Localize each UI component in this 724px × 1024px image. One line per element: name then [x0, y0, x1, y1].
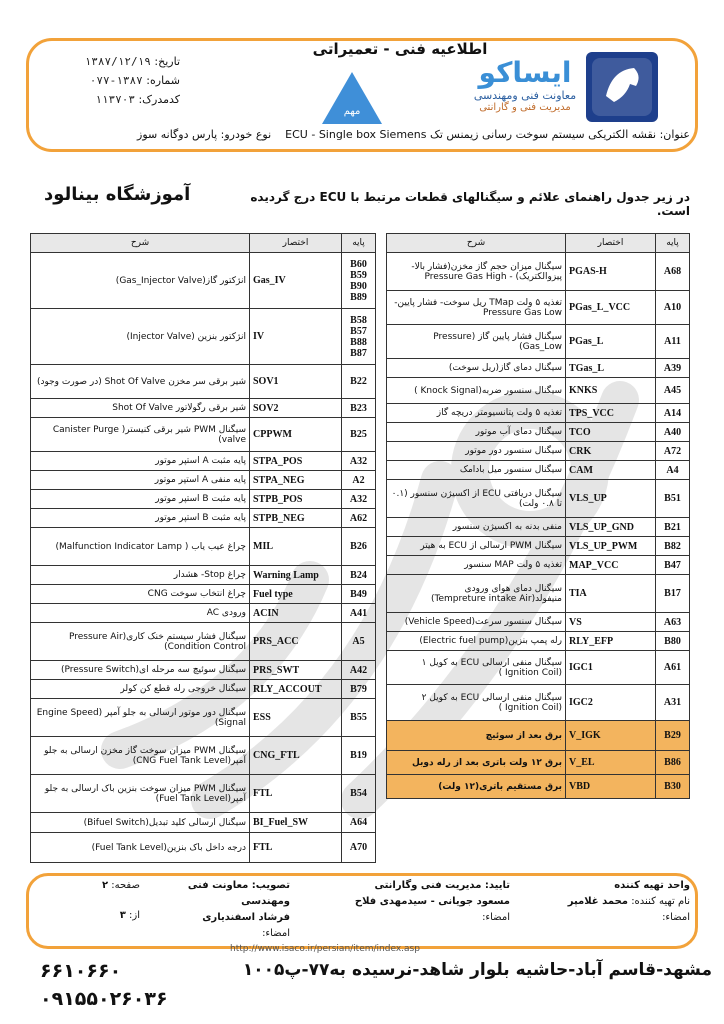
table-row [31, 452, 376, 471]
brand-name: ایساکو [478, 56, 572, 89]
abbreviation-cell: CPPWM [250, 418, 342, 452]
abbreviation-cell: RLY_EFP [566, 632, 656, 651]
pin-cell: A31 [656, 685, 690, 721]
abbreviation-cell: BI_Fuel_SW [250, 813, 342, 833]
triangle-label: مهم [343, 106, 361, 117]
final-sign-label: امضاء: [262, 928, 290, 939]
description-cell: ورودی AC [31, 604, 250, 623]
table-row [387, 423, 690, 442]
description-cell: سیگنال PWM شیر برقی کنیستر( Canister Purge valve) [31, 418, 250, 452]
table-row [387, 556, 690, 575]
abbreviation-cell: SOV2 [250, 399, 342, 418]
pin-cell: A4 [656, 461, 690, 480]
description-cell: چراغ انتخاب سوخت CNG [31, 585, 250, 604]
date-label: تاریخ: [154, 55, 180, 68]
description-cell: سیگنال سنسور سرعت(Vehicle Speed) [387, 613, 566, 632]
table-row [387, 613, 690, 632]
column-header-abbr: اختصار [250, 234, 342, 253]
table-row [387, 518, 690, 537]
table-row [31, 585, 376, 604]
table-row [31, 737, 376, 775]
description-cell: سیگنال PWM میزان سوخت گاز مخزن ارسالی به جلو آمپر(CNG Fuel Tank Level) [31, 737, 250, 775]
final-approval-block [150, 878, 290, 942]
table-row [387, 461, 690, 480]
abbreviation-cell: MIL [250, 528, 342, 566]
pin-cell: A11 [656, 325, 690, 359]
description-cell: پایه مثبت B استپر موتور [31, 509, 250, 528]
approver-block [300, 878, 510, 926]
phone-number-1: ۶۶۱۰۶۶۰ [40, 960, 122, 982]
pin-cell: A64 [342, 813, 376, 833]
abbreviation-cell: VLS_UP_PWM [566, 537, 656, 556]
pin-cell: A45 [656, 378, 690, 404]
table-row [31, 813, 376, 833]
description-cell: شیر برقی سر مخزن Shot Of Valve (در صورت وجود) [31, 365, 250, 399]
pin-cell: B29 [656, 721, 690, 751]
academy-title: آموزشگاه بینالود [44, 184, 191, 205]
table-row [31, 253, 376, 309]
description-cell: سیگنال PWM ارسالی از ECU به هیتر [387, 537, 566, 556]
abbreviation-cell: CAM [566, 461, 656, 480]
table-row [387, 404, 690, 423]
table-row [387, 480, 690, 518]
pin-cell: B55 [342, 699, 376, 737]
table-row [31, 699, 376, 737]
description-cell: برق بعد از سوئیچ [387, 721, 566, 751]
column-header-pin: پایه [342, 234, 376, 253]
abbreviation-cell: KNKS [566, 378, 656, 404]
table-row [31, 490, 376, 509]
abbreviation-cell: STPA_NEG [250, 471, 342, 490]
abbreviation-cell: V_IGK [566, 721, 656, 751]
table-row [31, 399, 376, 418]
description-cell: چراغ عیب یاب ( Malfunction Indicator Lamp) [31, 528, 250, 566]
pin-cell: B49 [342, 585, 376, 604]
abbreviation-cell: TGas_L [566, 359, 656, 378]
description-cell: سیگنال PWM میزان سوخت بنزین باک ارسالی به جلو آمپر(Fuel Tank Level) [31, 775, 250, 813]
description-cell: سیگنال دور موتور ارسالی به جلو آمپر (Engine Speed Signal) [31, 699, 250, 737]
abbreviation-cell: RLY_ACCOUT [250, 680, 342, 699]
description-cell: سیگنال خروجی رله قطع کن کولر [31, 680, 250, 699]
pin-cell: B79 [342, 680, 376, 699]
description-cell: تغذیه ۵ ولت پتانسیومتر دریچه گاز [387, 404, 566, 423]
approver-sign-label: امضاء: [482, 912, 510, 923]
pin-cell: A5 [342, 623, 376, 661]
pin-cell: A63 [656, 613, 690, 632]
description-cell: سیگنال فشار پایین گاز (Pressure Gas_Low) [387, 325, 566, 359]
abbreviation-cell: STPB_POS [250, 490, 342, 509]
pin-cell: B30 [656, 775, 690, 799]
abbreviation-cell: PRS_SWT [250, 661, 342, 680]
abbreviation-cell: V_EL [566, 751, 656, 775]
pin-cell: B25 [342, 418, 376, 452]
pin-cell: A72 [656, 442, 690, 461]
description-cell: رله پمپ بنزین(Electric fuel pump) [387, 632, 566, 651]
abbreviation-cell: Gas_IV [250, 253, 342, 309]
preparer-block [520, 878, 690, 926]
description-cell: پایه مثبت A استپر موتور [31, 452, 250, 471]
table-row [31, 661, 376, 680]
horse-icon [586, 52, 658, 122]
page-value: ۲ [101, 880, 109, 891]
page-title: اطلاعیه فنی - تعمیراتی [312, 40, 488, 58]
pin-cell: A61 [656, 651, 690, 685]
table-row [387, 721, 690, 751]
abbreviation-cell: STPB_NEG [250, 509, 342, 528]
table-row [387, 632, 690, 651]
description-cell: تغذیه ۵ ولت MAP سنسور [387, 556, 566, 575]
description-cell: پایه منفی A استپر موتور [31, 471, 250, 490]
pin-cell: B17 [656, 575, 690, 613]
column-header-abbr: اختصار [566, 234, 656, 253]
pin-cell: A68 [656, 253, 690, 291]
pin-cell: A42 [342, 661, 376, 680]
table-row [387, 325, 690, 359]
pin-cell: B47 [656, 556, 690, 575]
pin-cell: A41 [342, 604, 376, 623]
table-row [387, 537, 690, 556]
pin-cell: A40 [656, 423, 690, 442]
vehicle: نوع خودرو: پارس دوگانه سوز [137, 128, 272, 141]
handwritten-address: مشهد-قاسم آباد-حاشیه بلوار شاهد-نرسیده به۷۷-پ۱۰۰۵ [242, 960, 712, 980]
subject-line [40, 128, 690, 141]
abbreviation-cell: IV [250, 309, 342, 365]
pin-cell: A10 [656, 291, 690, 325]
description-cell: شیر برقی رگولاتور Shot Of Valve [31, 399, 250, 418]
abbreviation-cell: VBD [566, 775, 656, 799]
abbreviation-cell: CRK [566, 442, 656, 461]
approver-names: مسعود جویانی - سیدمهدی فلاح [354, 896, 510, 907]
abbreviation-cell: TCO [566, 423, 656, 442]
description-cell: سیگنال میزان حجم گاز مخزن(فشار بالا-پیزوالکتریک) - Pressure Gas High [387, 253, 566, 291]
pin-cell: A32 [342, 452, 376, 471]
table-row [387, 651, 690, 685]
pin-cell: B21 [656, 518, 690, 537]
description-cell: سیگنال منفی ارسالی ECU به کویل ۲ (Ignition Coil ) [387, 685, 566, 721]
pin-cell: B82 [656, 537, 690, 556]
abbreviation-cell: SOV1 [250, 365, 342, 399]
table-row [31, 365, 376, 399]
table-row [387, 775, 690, 799]
preparer-sign-label: امضاء: [662, 912, 690, 923]
abbreviation-cell: MAP_VCC [566, 556, 656, 575]
approver-label: تایید: مدیریت فنی وگارانتی [374, 880, 510, 891]
code-row [40, 90, 180, 109]
code-label: کدمدرک: [138, 93, 180, 106]
abbreviation-cell: CNG_FTL [250, 737, 342, 775]
abbreviation-cell: VLS_UP_GND [566, 518, 656, 537]
abbreviation-cell: VLS_UP [566, 480, 656, 518]
abbreviation-cell: ACIN [250, 604, 342, 623]
description-cell: منفی بدنه به اکسیژن سنسور [387, 518, 566, 537]
description-cell: برق مستقیم باتری(۱۲ ولت) [387, 775, 566, 799]
preparer-label: نام تهیه کننده: [631, 896, 690, 907]
abbreviation-cell: VS [566, 613, 656, 632]
table-row [387, 253, 690, 291]
pin-cell: B26 [342, 528, 376, 566]
table-row [31, 471, 376, 490]
abbreviation-cell: IGC1 [566, 651, 656, 685]
isaco-brand [470, 56, 580, 126]
pin-table-left [30, 233, 376, 863]
number-row [40, 71, 180, 90]
table-row [31, 680, 376, 699]
table-row [387, 291, 690, 325]
abbreviation-cell: TIA [566, 575, 656, 613]
table-row [387, 442, 690, 461]
of-label: از: [129, 910, 140, 921]
abbreviation-cell: FTL [250, 833, 342, 863]
pin-cell: B60 B59 B90 B89 [342, 253, 376, 309]
table-row [31, 566, 376, 585]
table-header-row [31, 234, 376, 253]
date-value: ۱۳۸۷/۱۲/۱۹ [84, 55, 151, 68]
code-value: ۱۱۳۷۰۳ [95, 93, 135, 106]
pin-cell: B51 [656, 480, 690, 518]
table-row [31, 509, 376, 528]
description-cell: سیگنال ارسالی کلید تبدیل(Bifuel Switch) [31, 813, 250, 833]
table-row [31, 623, 376, 661]
column-header-desc: شرح [387, 234, 566, 253]
triangle-icon [320, 70, 384, 126]
date-row [40, 52, 180, 71]
description-cell: سیگنال سنسور ضربه(Knock Signal ) [387, 378, 566, 404]
description-cell: انژکتور گاز(Gas_Injector Valve) [31, 253, 250, 309]
description-cell: سیگنال سوئیچ سه مرحله ای(Pressure Switch) [31, 661, 250, 680]
abbreviation-cell: STPA_POS [250, 452, 342, 471]
pin-cell: B80 [656, 632, 690, 651]
of-value: ۳ [119, 910, 126, 921]
table-row [387, 685, 690, 721]
description-cell: انژکتور بنزین (Injector Valve) [31, 309, 250, 365]
table-row [387, 575, 690, 613]
page-label: صفحه: [111, 880, 140, 891]
pin-cell: B24 [342, 566, 376, 585]
column-header-desc: شرح [31, 234, 250, 253]
pin-cell: A39 [656, 359, 690, 378]
pin-cell: A62 [342, 509, 376, 528]
table-row [31, 309, 376, 365]
table-row [31, 833, 376, 863]
description-cell: سیگنال منفی ارسالی ECU به کویل ۱ (Ignition Coil ) [387, 651, 566, 685]
pin-cell: A70 [342, 833, 376, 863]
table-header-row [387, 234, 690, 253]
abbreviation-cell: ESS [250, 699, 342, 737]
preparer-name: محمد غلامپر [567, 896, 628, 907]
pin-cell: B54 [342, 775, 376, 813]
description-cell: سیگنال سنسور میل بادامک [387, 461, 566, 480]
description-cell: سیگنال دریافتی ECU از اکسیژن سنسور (۰.۱ تا ۰.۸ ولت) [387, 480, 566, 518]
intro-text: در زیر جدول راهنمای علائم و سیگنالهای قطعات مرتبط با ECU درج گردیده است. [250, 190, 690, 218]
description-cell: سیگنال دمای هوای ورودی منیفولد(Tempreture intake Air) [387, 575, 566, 613]
footer-url[interactable]: http://www.isaco.ir/persian/item/index.asp [230, 944, 420, 954]
abbreviation-cell: IGC2 [566, 685, 656, 721]
abbreviation-cell: PRS_ACC [250, 623, 342, 661]
description-cell: تغذیه ۵ ولت TMap ریل سوخت- فشار پایین- Pressure Gas Low [387, 291, 566, 325]
brand-sub1: معاونت فنی ومهندسی [473, 89, 577, 102]
description-cell: چراغ Stop- هشدار [31, 566, 250, 585]
abbreviation-cell: PGas_L_VCC [566, 291, 656, 325]
final-label: تصویب: معاونت فنی ومهندسی [187, 880, 290, 907]
document-meta [40, 52, 180, 109]
description-cell: سیگنال دمای گاز(ریل سوخت) [387, 359, 566, 378]
table-row [31, 418, 376, 452]
final-name: فرشاد اسفندیاری [202, 912, 290, 923]
description-cell: سیگنال فشار سیستم خنک کاری(Pressure Air Condition Control) [31, 623, 250, 661]
pin-cell: B19 [342, 737, 376, 775]
description-cell: درجه داخل باک بنزین(Fuel Tank Level) [31, 833, 250, 863]
table-row [387, 359, 690, 378]
pin-cell: B86 [656, 751, 690, 775]
abbreviation-cell: Fuel type [250, 585, 342, 604]
abbreviation-cell: FTL [250, 775, 342, 813]
brand-sub2: مدیریت فنی و گارانتی [479, 102, 571, 113]
table-row [387, 751, 690, 775]
pin-cell: B58 B57 B88 B87 [342, 309, 376, 365]
abbreviation-cell: Warning Lamp [250, 566, 342, 585]
subject: عنوان: نقشه الکتریکی سیستم سوخت رسانی زیمنس تک ECU - Single box Siemens [285, 128, 690, 141]
table-row [31, 528, 376, 566]
table-row [387, 378, 690, 404]
phone-number-2: ۰۹۱۵۵۰۲۶۰۳۶ [40, 988, 168, 1010]
number-label: شماره: [146, 74, 180, 87]
pin-cell: A32 [342, 490, 376, 509]
pin-cell: A2 [342, 471, 376, 490]
description-cell: سیگنال دمای آب موتور [387, 423, 566, 442]
abbreviation-cell: PGAS-H [566, 253, 656, 291]
pin-cell: B23 [342, 399, 376, 418]
number-value: ۱۳۸۷-۰۷۷ [89, 74, 143, 87]
page-counter [40, 878, 140, 924]
pin-cell: B22 [342, 365, 376, 399]
table-row [31, 775, 376, 813]
description-cell: پایه مثبت B استپر موتور [31, 490, 250, 509]
abbreviation-cell: PGas_L [566, 325, 656, 359]
company-logo [586, 52, 658, 122]
abbreviation-cell: TPS_VCC [566, 404, 656, 423]
pin-cell: A14 [656, 404, 690, 423]
description-cell: برق ۱۲ ولت باتری بعد از رله دوبل [387, 751, 566, 775]
unit-label: واحد تهیه کننده [614, 880, 690, 891]
table-row [31, 604, 376, 623]
pin-table-right [386, 233, 690, 799]
description-cell: سیگنال سنسور دور موتور [387, 442, 566, 461]
column-header-pin: پایه [656, 234, 690, 253]
